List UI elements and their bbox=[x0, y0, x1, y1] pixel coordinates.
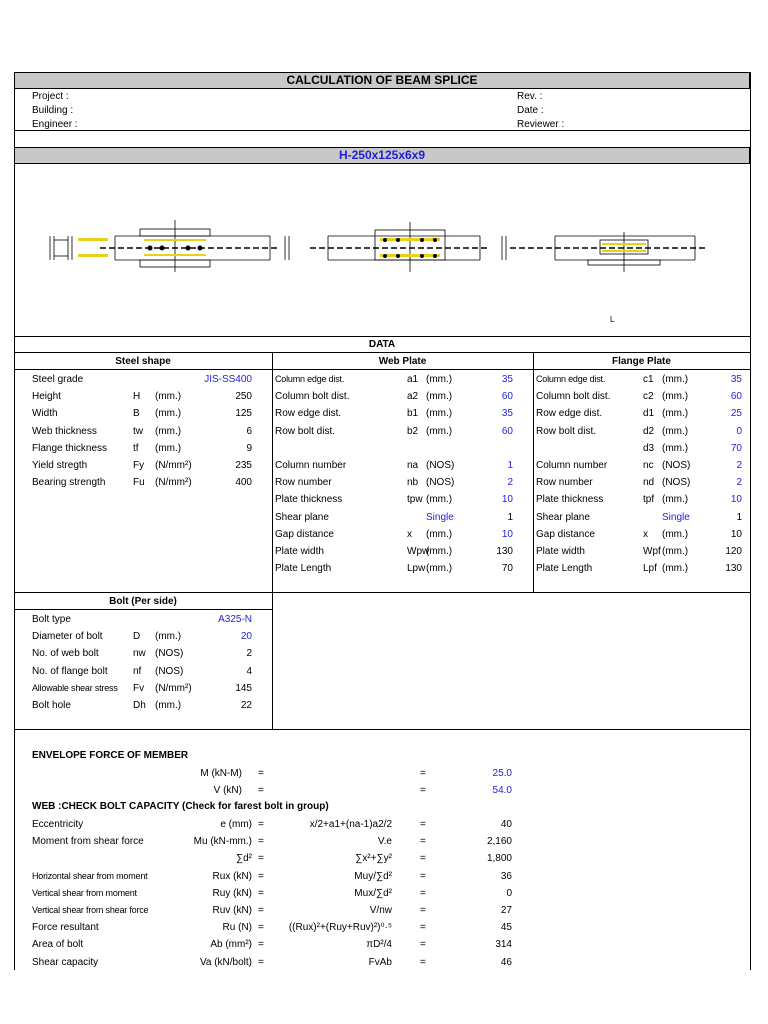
param-symbol: Dh bbox=[133, 700, 146, 711]
param-unit: (mm.) bbox=[662, 563, 689, 575]
param-value: 60 bbox=[501, 425, 513, 437]
check-symbol: Mu (kN-mm.) bbox=[193, 836, 252, 848]
equals: = bbox=[258, 785, 264, 796]
param-unit: (mm.) bbox=[426, 408, 453, 420]
check-label: Moment from shear force bbox=[32, 836, 144, 848]
param-unit: (NOS) bbox=[155, 648, 184, 660]
force-symbol: M (kN-M) bbox=[200, 768, 242, 779]
param-label: Column number bbox=[275, 460, 347, 471]
param-label: Flange thickness bbox=[32, 442, 108, 454]
param-label: No. of flange bolt bbox=[32, 665, 108, 677]
param-unit: (mm.) bbox=[662, 374, 689, 385]
param-symbol: d2 bbox=[643, 425, 655, 437]
param-label: Shear plane bbox=[275, 511, 329, 523]
param-label: Bolt hole bbox=[32, 700, 71, 711]
param-symbol: Fy bbox=[133, 460, 145, 471]
param-label: Row bolt dist. bbox=[275, 425, 336, 437]
splice-drawing bbox=[40, 210, 720, 280]
param-value: 1 bbox=[507, 460, 513, 471]
param-symbol: c1 bbox=[643, 374, 654, 385]
check-value: 0 bbox=[506, 887, 512, 899]
param-value: 2 bbox=[507, 477, 513, 489]
param-label: Steel grade bbox=[32, 374, 84, 385]
check-formula: πD²/4 bbox=[366, 939, 392, 951]
param-symbol: Lpw bbox=[407, 563, 426, 575]
check-label: Vertical shear from moment bbox=[32, 887, 137, 898]
param-unit: (mm.) bbox=[662, 408, 689, 420]
param-value: 2 bbox=[736, 477, 742, 489]
check-symbol: e (mm) bbox=[220, 819, 252, 830]
param-value: 9 bbox=[246, 442, 252, 454]
param-value: 70 bbox=[501, 563, 513, 575]
equals: = bbox=[258, 939, 264, 951]
param-label: Allowable shear stress bbox=[32, 682, 118, 693]
param-value: 130 bbox=[725, 563, 742, 575]
param-unit: (mm.) bbox=[662, 546, 689, 557]
param-symbol: tf bbox=[133, 442, 139, 454]
param-value: 120 bbox=[725, 546, 742, 557]
force-value: 25.0 bbox=[492, 768, 512, 779]
param-value: 235 bbox=[235, 460, 252, 471]
equals: = bbox=[258, 768, 264, 779]
equals: = bbox=[420, 785, 426, 796]
param-label: Gap distance bbox=[275, 528, 334, 540]
param-unit: (mm.) bbox=[426, 528, 453, 540]
param-value: JIS-SS400 bbox=[204, 374, 252, 385]
check-value: 46 bbox=[500, 956, 512, 968]
check-value: 45 bbox=[500, 922, 512, 934]
param-value: 10 bbox=[501, 528, 513, 540]
param-unit: (mm.) bbox=[426, 494, 453, 506]
check-formula: FvAb bbox=[368, 956, 392, 968]
param-unit: (N/mm²) bbox=[155, 460, 192, 471]
equals: = bbox=[258, 922, 264, 934]
force-symbol: V (kN) bbox=[213, 785, 242, 796]
param-unit: (NOS) bbox=[155, 665, 184, 677]
param-unit: (NOS) bbox=[662, 460, 691, 471]
equals: = bbox=[420, 956, 426, 968]
param-label: Web thickness bbox=[32, 425, 97, 437]
param-value: 400 bbox=[235, 477, 252, 489]
param-symbol: Wpf bbox=[643, 546, 661, 557]
param-unit: (mm.) bbox=[662, 425, 689, 437]
check-formula: x/2+a1+(na-1)a2/2 bbox=[309, 819, 392, 830]
steel-title: Steel shape bbox=[115, 356, 171, 367]
envelope-title: ENVELOPE FORCE OF MEMBER bbox=[32, 750, 189, 761]
param-value: 60 bbox=[730, 391, 742, 403]
check-symbol: Ruy (kN) bbox=[212, 887, 252, 899]
rev-label: Rev. : bbox=[517, 91, 543, 102]
param-unit: (mm.) bbox=[155, 425, 182, 437]
param-symbol: a2 bbox=[407, 391, 419, 403]
param-symbol: na bbox=[407, 460, 419, 471]
param-symbol: nb bbox=[407, 477, 419, 489]
param-unit: (mm.) bbox=[426, 425, 453, 437]
param-label: Gap distance bbox=[536, 528, 595, 540]
equals: = bbox=[258, 819, 264, 830]
check-symbol: ∑d² bbox=[235, 853, 252, 865]
check-value: 2,160 bbox=[486, 836, 512, 848]
param-label: Plate thickness bbox=[275, 494, 343, 506]
param-symbol: tw bbox=[133, 425, 143, 437]
check-label: Shear capacity bbox=[32, 956, 99, 968]
param-symbol: Fu bbox=[133, 477, 145, 489]
param-value: 35 bbox=[501, 408, 513, 420]
check-formula: ∑x²+∑y² bbox=[355, 853, 392, 865]
param-value: 2 bbox=[736, 460, 742, 471]
bolt-title: Bolt (Per side) bbox=[109, 596, 177, 607]
equals: = bbox=[420, 836, 426, 848]
param-value: 0 bbox=[736, 425, 742, 437]
equals: = bbox=[258, 870, 264, 882]
param-symbol: x bbox=[407, 528, 412, 540]
param-value: 1 bbox=[507, 511, 513, 523]
check-value: 36 bbox=[500, 870, 512, 882]
param-unit: (mm.) bbox=[662, 494, 689, 506]
check-value: 40 bbox=[500, 819, 512, 830]
equals: = bbox=[420, 870, 426, 882]
check-formula: Muy/∑d² bbox=[354, 870, 392, 882]
check-symbol: Ruv (kN) bbox=[212, 905, 252, 916]
web-check-title: WEB :CHECK BOLT CAPACITY (Check for farest bolt in group) bbox=[32, 801, 329, 812]
param-label: No. of web bolt bbox=[32, 648, 99, 660]
date-label: Date : bbox=[517, 105, 544, 116]
param-unit: (NOS) bbox=[662, 477, 691, 489]
param-label: Width bbox=[32, 408, 58, 420]
param-value: 20 bbox=[240, 631, 252, 643]
param-label: Row number bbox=[275, 477, 332, 489]
param-value: 60 bbox=[501, 391, 513, 403]
flange-plate-title: Flange Plate bbox=[612, 356, 671, 367]
param-symbol: H bbox=[133, 391, 141, 403]
check-label: Eccentricity bbox=[32, 819, 84, 830]
building-label: Building : bbox=[32, 105, 74, 116]
param-symbol: nd bbox=[643, 477, 655, 489]
param-symbol: d3 bbox=[643, 442, 655, 454]
param-value: 22 bbox=[240, 700, 252, 711]
check-value: 314 bbox=[495, 939, 512, 951]
equals: = bbox=[258, 887, 264, 899]
check-label: Vertical shear from shear force bbox=[32, 905, 149, 915]
param-unit: Single bbox=[662, 511, 690, 523]
param-label: Row number bbox=[536, 477, 593, 489]
force-value: 54.0 bbox=[492, 785, 512, 796]
param-label: Bearing strength bbox=[32, 477, 106, 489]
param-value: 10 bbox=[730, 528, 742, 540]
param-value: 35 bbox=[730, 374, 742, 385]
param-symbol: b1 bbox=[407, 408, 419, 420]
param-symbol: nw bbox=[133, 648, 146, 660]
param-symbol: tpf bbox=[643, 494, 655, 506]
param-label: Column edge dist. bbox=[275, 374, 345, 384]
param-unit: (mm.) bbox=[155, 408, 182, 420]
param-unit: (N/mm²) bbox=[155, 682, 192, 694]
param-label: Height bbox=[32, 391, 61, 403]
param-unit: (mm.) bbox=[426, 391, 453, 403]
param-label: Plate Length bbox=[536, 563, 593, 575]
param-symbol: B bbox=[133, 408, 140, 420]
param-value: 6 bbox=[246, 425, 252, 437]
check-label: Force resultant bbox=[32, 922, 99, 934]
param-symbol: Wpw bbox=[407, 546, 430, 557]
param-value: 35 bbox=[501, 374, 513, 385]
equals: = bbox=[420, 887, 426, 899]
check-formula: V/nw bbox=[369, 905, 392, 916]
param-symbol: a1 bbox=[407, 374, 419, 385]
param-value: 125 bbox=[235, 408, 252, 420]
param-label: Column bolt dist. bbox=[275, 391, 350, 403]
check-value: 1,800 bbox=[486, 853, 512, 865]
param-symbol: D bbox=[133, 631, 141, 643]
check-formula: ((Rux)²+(Ruy+Ruv)²)⁰·⁵ bbox=[288, 922, 392, 934]
param-unit: (mm.) bbox=[662, 528, 689, 540]
equals: = bbox=[420, 768, 426, 779]
param-label: Column bolt dist. bbox=[536, 391, 611, 403]
check-label: Horizontal shear from moment bbox=[32, 870, 148, 881]
param-value: 2 bbox=[246, 648, 252, 660]
check-symbol: Ru (N) bbox=[222, 922, 252, 934]
check-value: 27 bbox=[500, 905, 512, 916]
equals: = bbox=[258, 956, 264, 968]
param-label: Row edge dist. bbox=[275, 408, 342, 420]
param-unit: (mm.) bbox=[426, 374, 453, 385]
param-unit: (mm.) bbox=[155, 700, 182, 711]
param-label: Diameter of bolt bbox=[32, 631, 103, 643]
param-symbol: nf bbox=[133, 665, 142, 677]
param-symbol: nc bbox=[643, 460, 654, 471]
param-unit: (mm.) bbox=[426, 563, 453, 575]
param-label: Row edge dist. bbox=[536, 408, 603, 420]
param-label: Bolt type bbox=[32, 614, 71, 625]
param-unit: (N/mm²) bbox=[155, 477, 192, 489]
param-value: 1 bbox=[736, 511, 742, 523]
param-symbol: d1 bbox=[643, 408, 655, 420]
check-label: Area of bolt bbox=[32, 939, 84, 951]
param-value: 70 bbox=[730, 442, 742, 454]
param-unit: (mm.) bbox=[426, 546, 453, 557]
param-unit: (mm.) bbox=[155, 631, 182, 643]
param-value: 25 bbox=[730, 408, 742, 420]
page-title: CALCULATION OF BEAM SPLICE bbox=[286, 73, 478, 87]
engineer-label: Engineer : bbox=[32, 119, 78, 130]
param-unit: (mm.) bbox=[155, 442, 182, 454]
param-symbol: x bbox=[643, 528, 648, 540]
param-value: 130 bbox=[496, 546, 513, 557]
equals: = bbox=[420, 819, 426, 830]
param-label: Column number bbox=[536, 460, 608, 471]
param-value: 10 bbox=[501, 494, 513, 506]
param-unit: (mm.) bbox=[662, 391, 689, 403]
param-symbol: tpw bbox=[407, 494, 423, 506]
data-title: DATA bbox=[368, 339, 396, 350]
param-label: Yield stregth bbox=[32, 460, 88, 471]
check-formula: V.e bbox=[377, 836, 392, 848]
equals: = bbox=[420, 853, 426, 865]
param-value: 250 bbox=[235, 391, 252, 403]
param-unit: (NOS) bbox=[426, 460, 455, 471]
param-symbol: Fv bbox=[133, 682, 145, 694]
param-value: 10 bbox=[730, 494, 742, 506]
param-unit: (mm.) bbox=[662, 442, 689, 454]
param-label: Shear plane bbox=[536, 511, 590, 523]
equals: = bbox=[258, 836, 264, 848]
param-value: 145 bbox=[235, 682, 252, 694]
param-unit: (mm.) bbox=[155, 391, 182, 403]
reviewer-label: Reviewer : bbox=[517, 119, 565, 130]
equals: = bbox=[420, 939, 426, 951]
param-label: Column edge dist. bbox=[536, 374, 606, 384]
section-name: H-250x125x6x9 bbox=[338, 148, 426, 162]
param-label: Plate width bbox=[275, 546, 324, 557]
param-symbol: b2 bbox=[407, 425, 419, 437]
check-symbol: Rux (kN) bbox=[212, 870, 252, 882]
equals: = bbox=[420, 922, 426, 934]
project-label: Project : bbox=[32, 91, 69, 102]
equals: = bbox=[420, 905, 426, 916]
check-symbol: Ab (mm²) bbox=[210, 939, 252, 951]
param-unit: Single bbox=[426, 511, 454, 523]
web-plate-title: Web Plate bbox=[378, 356, 427, 367]
param-value: 4 bbox=[246, 665, 252, 677]
equals: = bbox=[258, 905, 264, 916]
param-label: Plate width bbox=[536, 546, 585, 557]
param-label: Plate thickness bbox=[536, 494, 604, 506]
param-unit: (NOS) bbox=[426, 477, 455, 489]
drawing-note: L bbox=[610, 315, 615, 324]
param-symbol: c2 bbox=[643, 391, 654, 403]
param-value: A325-N bbox=[218, 614, 252, 625]
param-symbol: Lpf bbox=[643, 563, 657, 575]
param-label: Plate Length bbox=[275, 563, 332, 575]
param-label: Row bolt dist. bbox=[536, 425, 597, 437]
check-symbol: Va (kN/bolt) bbox=[199, 956, 252, 968]
equals: = bbox=[258, 853, 264, 865]
check-formula: Mux/∑d² bbox=[354, 887, 392, 899]
